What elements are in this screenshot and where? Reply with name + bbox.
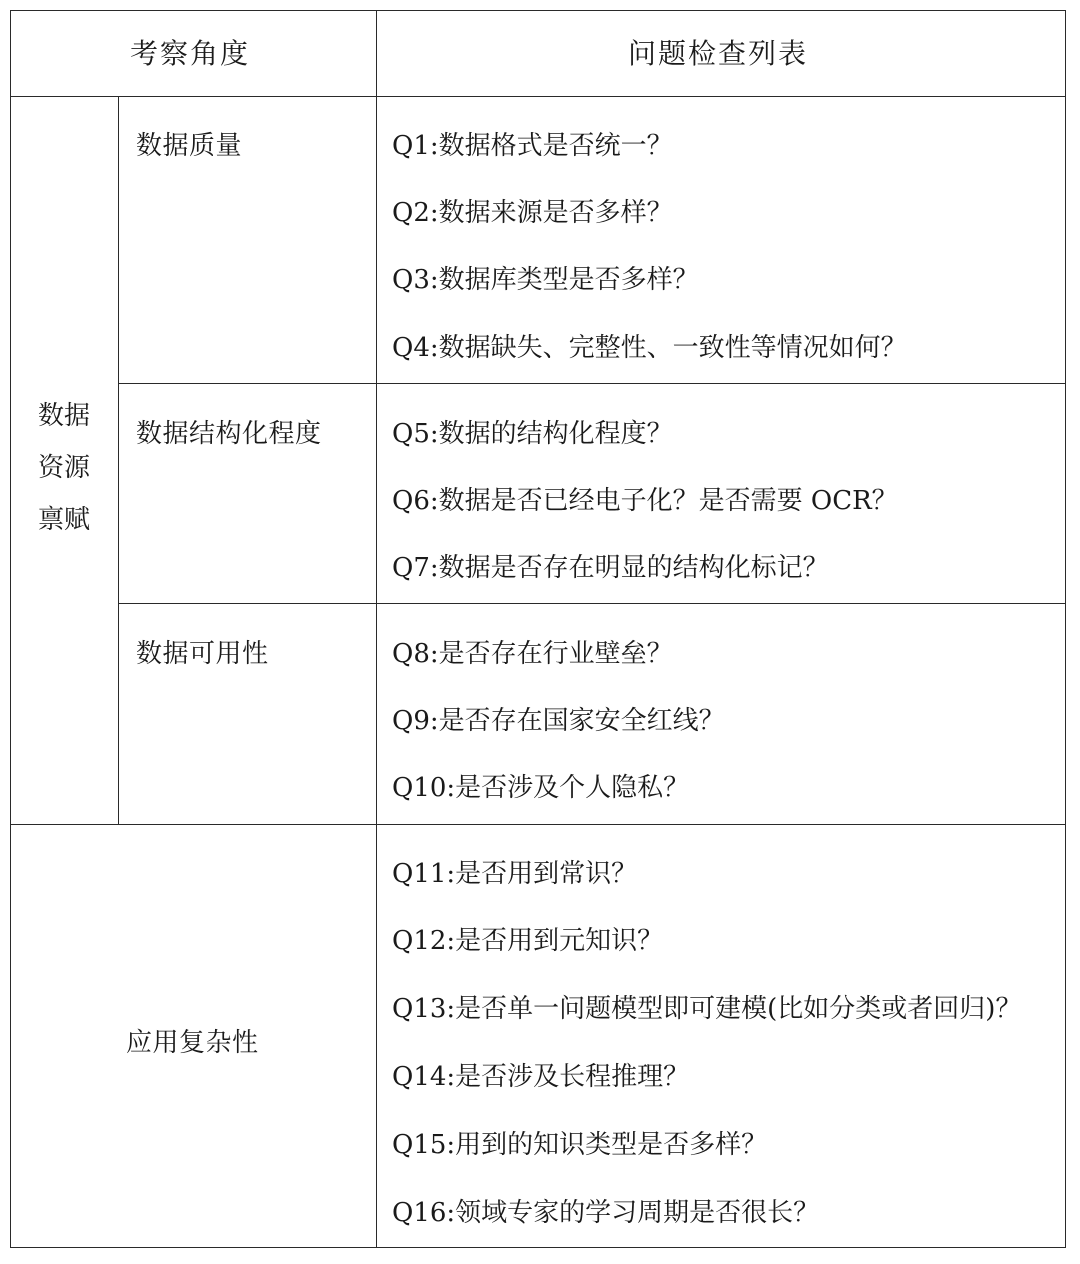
header-question-list: 问题检查列表	[628, 37, 809, 70]
group-label-line: 资源	[37, 453, 90, 483]
group-divider	[10, 824, 1066, 825]
question-item: Q15:用到的知识类型是否多样？	[392, 1130, 768, 1160]
question-item: Q6:数据是否已经电子化？是否需要 OCR？	[392, 486, 898, 516]
question-item: Q2:数据来源是否多样？	[392, 198, 673, 228]
question-item: Q10:是否涉及个人隐私？	[392, 773, 690, 803]
group-label-data-resources	[10, 390, 118, 546]
question-item: Q13:是否单一问题模型即可建模(比如分类或者回归)？	[392, 994, 1022, 1024]
question-item: Q5:数据的结构化程度？	[392, 419, 673, 449]
group-label-line: 数据	[37, 401, 90, 431]
group-column-divider	[118, 96, 119, 824]
question-item: Q16:领域专家的学习周期是否很长？	[392, 1198, 820, 1228]
checklist-table	[10, 10, 1066, 1248]
question-column-divider	[376, 10, 377, 1248]
table-border-bottom	[10, 1247, 1066, 1248]
section-label-data-availability: 数据可用性	[136, 639, 269, 669]
question-item: Q7:数据是否存在明显的结构化标记？	[392, 553, 829, 583]
question-item: Q1:数据格式是否统一？	[392, 131, 673, 161]
table-border-top	[10, 10, 1066, 11]
question-item: Q3:数据库类型是否多样？	[392, 265, 699, 295]
group-label-application-complexity: 应用复杂性	[126, 1028, 259, 1058]
question-item: Q11:是否用到常识？	[392, 859, 638, 889]
question-item: Q8:是否存在行业壁垒？	[392, 639, 673, 669]
section-label-data-structuring: 数据结构化程度	[136, 419, 322, 449]
group-label-line: 禀赋	[37, 505, 90, 535]
header-aspect: 考察角度	[130, 37, 251, 70]
section-label-data-quality: 数据质量	[136, 131, 243, 161]
row-divider-2	[118, 603, 1066, 604]
question-item: Q4:数据缺失、完整性、一致性等情况如何？	[392, 333, 907, 363]
question-item: Q9:是否存在国家安全红线？	[392, 706, 725, 736]
question-item: Q14:是否涉及长程推理？	[392, 1062, 690, 1092]
header-divider	[10, 96, 1066, 97]
question-item: Q12:是否用到元知识？	[392, 926, 664, 956]
row-divider-1	[118, 383, 1066, 384]
table-border-right	[1065, 10, 1066, 1248]
table-border-left	[10, 10, 11, 1248]
